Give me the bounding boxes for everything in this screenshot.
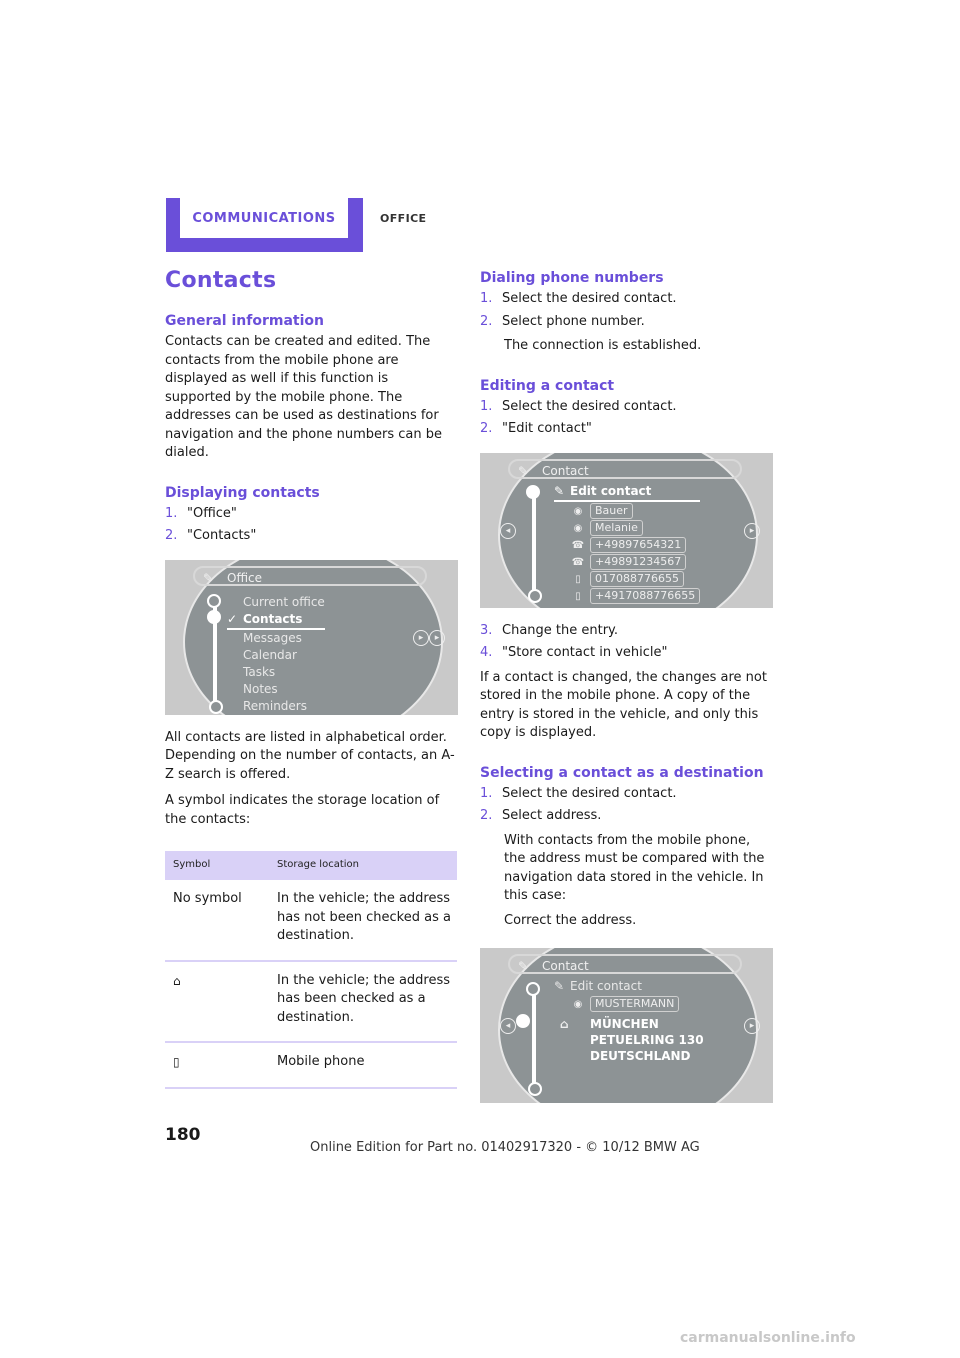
controller-cursor-line <box>532 493 536 597</box>
destination-steps <box>480 785 774 826</box>
step: 1. "Office" <box>165 505 237 521</box>
address-line: DEUTSCHLAND <box>590 1049 691 1063</box>
menu-item[interactable]: ▯ 017088776655 <box>554 570 700 587</box>
table-cell-symbol: No symbol <box>165 880 269 961</box>
mobile-phone-icon: ▯ <box>575 573 581 585</box>
step: 2. Select address. <box>480 808 602 823</box>
menu-item[interactable]: Tasks <box>243 664 276 679</box>
address-menu <box>554 978 704 1064</box>
menu-item[interactable]: Calendar <box>243 647 297 662</box>
phone-icon: ☎ <box>571 539 585 551</box>
navigation-check-icon: ⌂ <box>173 973 181 988</box>
destination-heading: Selecting a contact as a destination <box>480 764 764 781</box>
destination-note: With contacts from the mobile phone, the address must be compared with the navigation data stored in the vehicle. In this case: <box>504 832 765 903</box>
office-menu-screenshot <box>165 560 458 715</box>
contact-icon: ✎ <box>518 463 529 478</box>
mobile-phone-icon: ▯ <box>575 590 581 602</box>
dialing-note: The connection is established. <box>504 338 702 353</box>
cursor-dot <box>528 1082 542 1096</box>
contact-edit-screenshot <box>480 453 773 608</box>
menu-item-selected[interactable]: ✓ Contacts <box>227 611 325 630</box>
step: 4. "Store contact in vehicle" <box>480 645 668 660</box>
storage-table <box>165 851 457 1089</box>
menu-item[interactable]: ☎ +49891234567 <box>554 553 700 570</box>
address-line: PETUELRING 130 <box>590 1033 704 1047</box>
screen-title-bar: ✎ Contact <box>508 954 742 974</box>
header-tab <box>180 198 348 238</box>
watermark: carmanualsonline.info <box>680 1330 856 1346</box>
controller-cursor-line <box>532 988 536 1088</box>
step: 1. Select the desired contact. <box>480 398 677 414</box>
screen-title-bar: ✎ Contact <box>508 459 742 479</box>
menu-item-selected[interactable]: ✎ Edit contact <box>554 483 700 502</box>
left-column <box>165 268 457 1089</box>
arrow-right-icon: ▸ <box>744 523 760 539</box>
contact-menu <box>554 483 700 604</box>
arrow-left-icon: ◂ <box>500 523 516 539</box>
table-row <box>165 961 457 1043</box>
edit-icon: ✎ <box>554 483 565 498</box>
screen-title-bar: ✎ Office <box>193 566 427 586</box>
general-text: Contacts can be created and edited. The contacts from the mobile phone are displayed as well if this function is supported by the mobile phone. The addresses can be used as destinations for navigation and the phone numbers can be dialed. <box>165 334 443 460</box>
listing-text: All contacts are listed in alphabetical order. Depending on the number of contacts, an A-Z search is offered. <box>165 729 455 782</box>
menu-item[interactable]: Current office <box>243 594 325 609</box>
displaying-steps <box>165 505 457 546</box>
cursor-dot-selected <box>207 610 221 624</box>
table-header-location: Storage location <box>269 851 457 880</box>
arrow-right-icon: ▸ <box>413 630 429 646</box>
dialing-heading: Dialing phone numbers <box>480 270 664 286</box>
person-icon: ◉ <box>573 522 583 534</box>
step: 2. "Contacts" <box>165 528 257 543</box>
menu-item[interactable]: Reminders <box>243 698 307 713</box>
page-title: Contacts <box>165 268 277 293</box>
step: 1. Select the desired contact. <box>480 785 677 801</box>
header-section-label: OFFICE <box>380 212 427 225</box>
menu-item[interactable]: Messages <box>243 630 302 645</box>
menu-item[interactable]: ✎ Edit contact <box>554 979 642 993</box>
address-block[interactable] <box>554 1016 704 1064</box>
displaying-heading: Displaying contacts <box>165 484 320 501</box>
contact-icon: ✎ <box>518 959 529 973</box>
cursor-dot <box>526 982 540 996</box>
address-screenshot <box>480 948 773 1103</box>
dialing-steps <box>480 290 774 331</box>
table-cell-location: Mobile phone <box>269 1042 457 1088</box>
cursor-dot-selected <box>516 1014 530 1028</box>
table-header-symbol: Symbol <box>165 851 269 880</box>
edit-icon: ✎ <box>554 979 565 993</box>
person-icon: ◉ <box>573 999 583 1010</box>
cursor-dot <box>207 594 221 608</box>
cursor-dot-selected <box>526 485 540 499</box>
phone-icon: ☎ <box>571 556 585 568</box>
listing-text-symbol: A symbol indicates the storage location of the contacts: <box>165 793 440 827</box>
mobile-phone-icon: ▯ <box>173 1055 180 1069</box>
address-line: MÜNCHEN <box>590 1017 659 1031</box>
table-row <box>165 880 457 961</box>
step: 2. "Edit contact" <box>480 421 592 436</box>
cursor-dot <box>528 589 542 603</box>
arrow-left-icon: ◂ <box>500 1018 516 1034</box>
arrow-right-icon: ▸ <box>429 630 445 646</box>
step: 3. Change the entry. <box>480 622 619 638</box>
arrow-right-icon: ▸ <box>744 1018 760 1034</box>
editing-steps <box>480 398 774 439</box>
office-icon: ✎ <box>203 570 214 585</box>
right-column <box>480 270 774 1117</box>
step: 2. Select phone number. <box>480 313 645 329</box>
address-icon: ⌂ <box>560 1017 569 1031</box>
table-cell-location: In the vehicle; the address has been checked as a destination. <box>269 961 457 1043</box>
header-tab-label: COMMUNICATIONS <box>192 210 336 226</box>
person-icon: ◉ <box>573 505 583 517</box>
menu-item[interactable]: ☎ +49897654321 <box>554 536 700 553</box>
general-heading: General information <box>165 313 324 329</box>
step: 1. Select the desired contact. <box>480 291 677 306</box>
destination-note-correct: Correct the address. <box>504 912 637 928</box>
editing-steps-continued <box>480 622 774 663</box>
table-header-row <box>165 851 457 880</box>
table-cell-symbol <box>165 1042 269 1088</box>
office-menu <box>227 594 325 715</box>
menu-item[interactable]: ◉ Bauer <box>554 502 700 519</box>
menu-item[interactable]: ◉ Melanie <box>554 519 700 536</box>
menu-item[interactable]: Notes <box>243 681 278 696</box>
page-number: 180 <box>165 1125 201 1145</box>
table-cell-symbol <box>165 961 269 1043</box>
menu-item[interactable]: ◉ MUSTERMANN <box>554 995 704 1012</box>
menu-item[interactable]: ▯ +4917088776655 <box>554 587 700 604</box>
footer-text: Online Edition for Part no. 01402917320 - © 10/12 BMW AG <box>310 1140 700 1155</box>
table-row <box>165 1042 457 1088</box>
editing-heading: Editing a contact <box>480 377 615 394</box>
cursor-dot <box>209 700 223 714</box>
check-icon: ✓ <box>227 611 238 626</box>
table-cell-location: In the vehicle; the address has not been checked as a destination. <box>269 880 457 961</box>
editing-text: If a contact is changed, the changes are not stored in the mobile phone. A copy of the entry is stored in the vehicle, and only this copy is displayed. <box>480 669 767 740</box>
